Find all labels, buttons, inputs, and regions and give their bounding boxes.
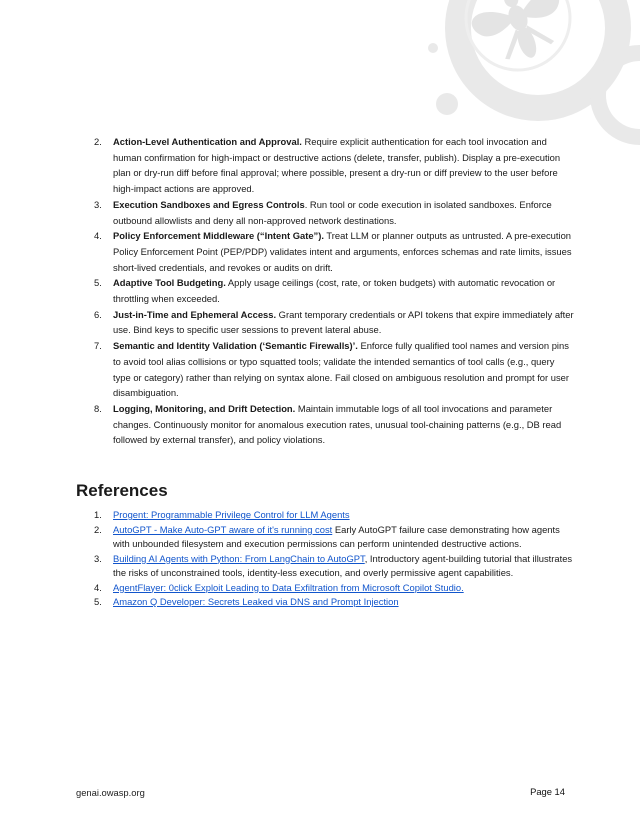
list-number: 1. <box>94 509 102 520</box>
item-text: Treat LLM or planner outputs as untrusted. A pre-execution Policy Enforcement Point (PEP/PDP) validates intent and arguments, enforces schemas and rate limits, issues short-lived credentials, and revokes or audits on drift. <box>113 230 572 273</box>
reference-item <box>94 595 574 610</box>
list-number: 5. <box>94 596 102 607</box>
list-number: 4. <box>94 230 102 242</box>
list-item <box>94 401 574 448</box>
reference-item <box>94 552 574 581</box>
references-list <box>94 508 574 610</box>
item-text: Maintain immutable logs of all tool invocations and parameter changes. Continuously monitor for anomalous execution rates, unusual tool-chaining patterns (e.g., DB read followed by external transfer), and policy violations. <box>113 402 562 446</box>
list-item <box>94 197 574 228</box>
reference-text: Early AutoGPT failure case demonstrating how agents with unbounded filesystem and execution permissions can perform unintended destructive actions. <box>113 523 560 549</box>
item-title: Action-Level Authentication and Approval. <box>113 136 302 147</box>
list-number: 3. <box>94 552 102 564</box>
page-number: Page 14 <box>530 786 565 797</box>
item-text: Apply usage ceilings (cost, rate, or token budgets) with automatic revocation or throttling when exceeded. <box>113 277 556 305</box>
list-number: 5. <box>94 277 102 289</box>
reference-link[interactable]: AgentFlayer: 0click Exploit Leading to Data Exfiltration from Microsoft Copilot Studio. <box>113 581 464 593</box>
references-heading: References <box>76 481 168 500</box>
item-title: Adaptive Tool Budgeting. <box>113 277 226 289</box>
owasp-wasp-logo-icon <box>465 0 575 73</box>
list-number: 4. <box>94 581 102 593</box>
item-text: Require explicit authentication for each tool invocation and human confirmation for high-impact or destructive actions (delete, transfer, publish). Display a pre-execution plan or dry-run diff before final approval; where possible, present a dry-run or diff preview to the user before high-impact actions are approved. <box>113 136 561 195</box>
item-text: . Run tool or code execution in isolated sandboxes. Enforce outbound allowlists and deny all non-approved network destinations. <box>113 198 552 226</box>
list-number: 2. <box>94 523 102 535</box>
reference-link[interactable]: Building AI Agents with Python: From LangChain to AutoGPT <box>113 552 365 564</box>
footer-site-url: genai.owasp.org <box>76 787 145 798</box>
item-title: Policy Enforcement Middleware (“Intent Gate”). <box>113 230 324 242</box>
reference-link[interactable]: AutoGPT - Make Auto-GPT aware of it's running cost <box>113 523 333 535</box>
recommendations-list <box>94 134 574 448</box>
list-number: 6. <box>94 308 102 320</box>
item-text: Enforce fully qualified tool names and version pins to avoid tool alias collisions or typo squatted tools; validate the intended semantics of tool calls (e.g., query type or category) rather than relying on syntax alone. Fail closed on ambiguous resolution and prompt for user disambiguation. <box>113 340 569 399</box>
item-title: Execution Sandboxes and Egress Controls <box>113 198 305 210</box>
item-title: Just-in-Time and Ephemeral Access. <box>113 308 277 320</box>
list-item <box>94 228 574 275</box>
item-title: Semantic and Identity Validation (‘Semantic Firewalls)’. <box>113 340 358 352</box>
list-number: 8. <box>94 402 102 414</box>
list-number: 2. <box>94 136 102 147</box>
list-item <box>94 134 574 197</box>
reference-link[interactable]: Amazon Q Developer: Secrets Leaked via DNS and Prompt Injection <box>113 596 399 607</box>
reference-text: , Introductory agent-building tutorial that illustrates the risks of unconstrained tools, identity-less execution, and overly permissive agent capabilities. <box>113 552 573 578</box>
list-item <box>94 338 574 401</box>
item-text: Grant temporary credentials or API tokens that expire immediately after use. Bind keys to specific user sessions to prevent lateral abuse. <box>113 308 574 336</box>
reference-link[interactable]: Progent: Programmable Privilege Control for LLM Agents <box>113 509 350 520</box>
list-number: 3. <box>94 198 102 210</box>
list-number: 7. <box>94 340 102 352</box>
reference-item <box>94 581 574 596</box>
item-title: Logging, Monitoring, and Drift Detection. <box>113 402 296 414</box>
reference-item <box>94 508 574 523</box>
list-item <box>94 307 574 338</box>
reference-item <box>94 523 574 552</box>
list-item <box>94 275 574 306</box>
